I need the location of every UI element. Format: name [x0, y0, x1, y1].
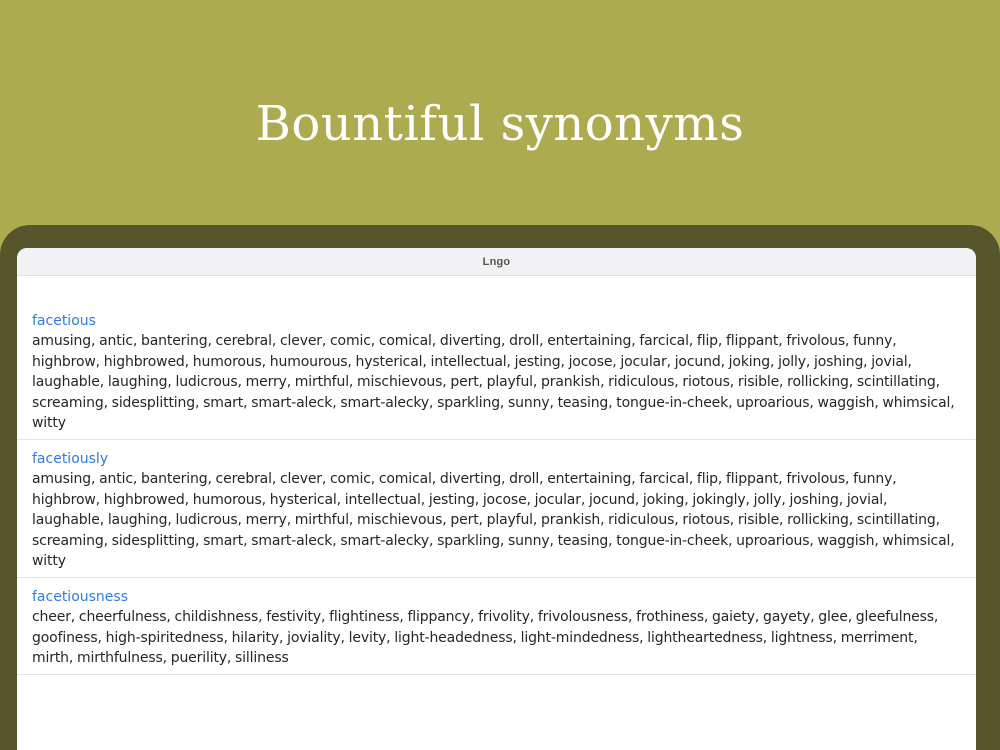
entry-synonyms: amusing, antic, bantering, cerebral, clever, comic, comical, diverting, droll, entertaining, farcical, flip, flippant, frivolous, funny, highbrow, highbrowed, humorous, hysterical, intellectual, jesting, jocose, jocular, jocund, joking, jokingly, jolly, joshing, jovial, laughable, laughing, ludicrous, merry, mirthful, mischievous, pert, playful, prankish, ridiculous, riotous, risible, rollicking, scintillating, screaming, sidesplitting, smart, smart-aleck, smart-alecky, sparkling, sunny, teasing, tongue-in-cheek, uproarious, waggish, whimsical, witty: [32, 470, 955, 570]
synonym-entry: [17, 311, 976, 440]
entry-synonyms: amusing, antic, bantering, cerebral, clever, comic, comical, diverting, droll, entertaining, farcical, flip, flippant, frivolous, funny, highbrow, highbrowed, humorous, humourous, hysterical, intellectual, jesting, jocose, jocular, jocund, joking, jolly, joshing, jovial, laughable, laughing, ludicrous, merry, mirthful, mischievous, pert, playful, prankish, ridiculous, riotous, risible, rollicking, scintillating, screaming, sidesplitting, smart, smart-aleck, smart-alecky, sparkling, sunny, teasing, tongue-in-cheek, uproarious, waggish, whimsical, witty: [32, 333, 955, 432]
app-window: [17, 248, 976, 750]
window-titlebar: [17, 248, 976, 276]
entry-term[interactable]: facetiousness: [32, 588, 129, 605]
window-title: Lngo: [482, 255, 511, 268]
synonym-entry: [17, 449, 976, 578]
promo-headline: Bountiful synonyms: [255, 96, 745, 152]
entry-term[interactable]: facetiously: [32, 450, 109, 467]
entry-term[interactable]: facetious: [32, 313, 96, 329]
synonym-entry: [17, 587, 976, 675]
entry-synonyms: cheer, cheerfulness, childishness, festivity, flightiness, flippancy, frivolity, frivolousness, frothiness, gaiety, gayety, glee, gleefulness, goofiness, high-spiritedness, hilarity, joviality, levity, light-headedness, light-mindedness, lightheartedness, lightness, merriment, mirth, mirthfulness, puerility, silliness: [32, 608, 939, 667]
synonym-list: [17, 276, 976, 675]
